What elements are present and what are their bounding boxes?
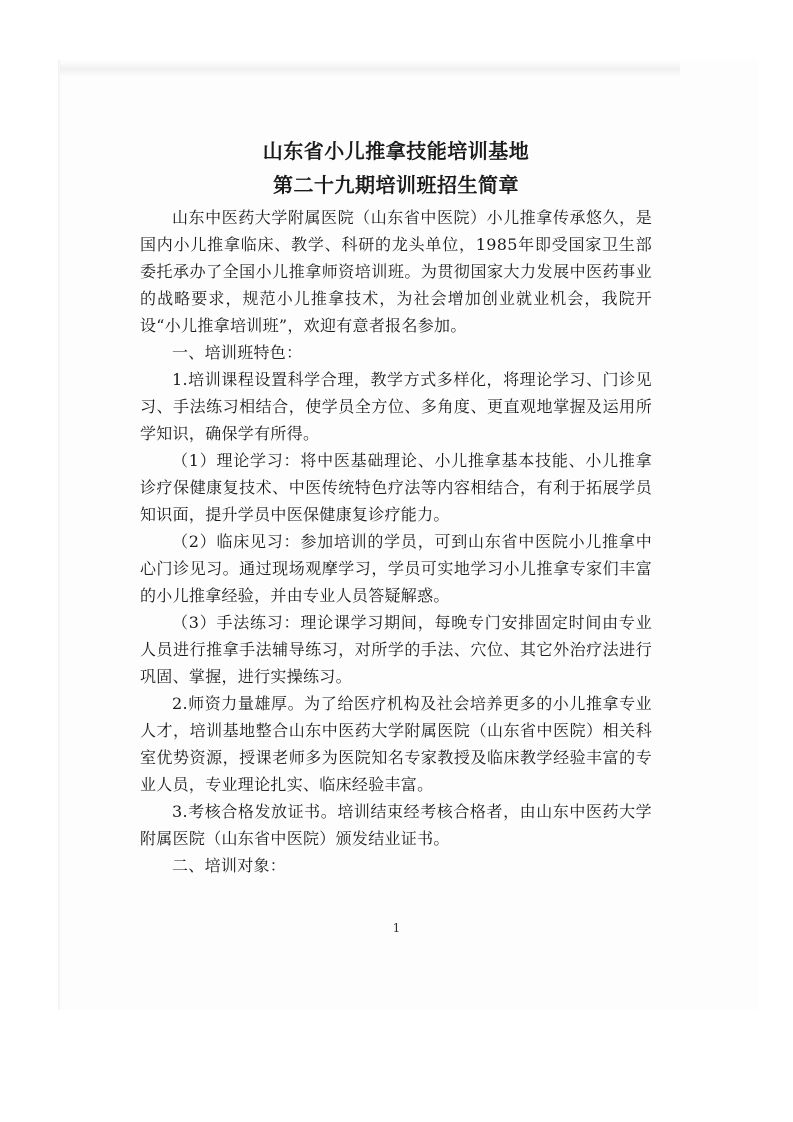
feature-subitem-theory: （1）理论学习：将中医基础理论、小儿推拿基本技能、小儿推拿诊疗保健康复技术、中医传统特色疗法等内容相结合，有利于拓展学员知识面，提升学员中医保健康复诊疗能力。	[140, 451, 652, 524]
scan-shadow-top	[60, 62, 680, 76]
feature-item-3: 3.考核合格发放证书。培训结束经考核合格者，由山东中医药大学附属医院（山东省中医院）颁发结业证书。	[140, 802, 652, 848]
document-title-line-1: 山东省小儿推拿技能培训基地	[262, 139, 530, 163]
feature-item-2: 2.师资力量雄厚。为了给医疗机构及社会培养更多的小儿推拿专业人才，培训基地整合山东中医药大学附属医院（山东省中医院）相关科室优势资源，授课老师多为医院知名专家教授及临床教学经验丰富的专业人员，专业理论扎实、临床经验丰富。	[140, 694, 652, 794]
section-2-heading: 二、培训对象：	[172, 856, 287, 875]
feature-subitem-clinical: （2）临床见习：参加培训的学员，可到山东省中医院小儿推拿中心门诊见习。通过现场观摩学习，学员可实地学习小儿推拿专家们丰富的小儿推拿经验，并由专业人员答疑解惑。	[140, 532, 652, 605]
feature-item-1: 1.培训课程设置科学合理，教学方式多样化，将理论学习、门诊见习、手法练习相结合，使学员全方位、多角度、更直观地掌握及运用所学知识，确保学有所得。	[140, 370, 652, 443]
document-body	[140, 136, 652, 879]
intro-paragraph: 山东中医药大学附属医院（山东省中医院）小儿推拿传承悠久，是国内小儿推拿临床、教学、科研的龙头单位，1985年即受国家卫生部委托承办了全国小儿推拿师资培训班。为贯彻国家大力发展中医药事业的战略要求，规范小儿推拿技术，为社会增加创业就业机会，我院开设“小儿推拿培训班”，欢迎有意者报名参加。	[140, 208, 652, 335]
feature-subitem-practice: （3）手法练习：理论课学习期间，每晚专门安排固定时间由专业人员进行推拿手法辅导练习，对所学的手法、穴位、其它外治疗法进行巩固、掌握，进行实操练习。	[140, 613, 652, 686]
scan-shadow-left	[58, 60, 61, 1010]
document-title-line-2: 第二十九期培训班招生简章	[273, 173, 519, 197]
section-1-heading: 一、培训班特色：	[172, 343, 303, 362]
page-number: 1	[392, 921, 401, 935]
